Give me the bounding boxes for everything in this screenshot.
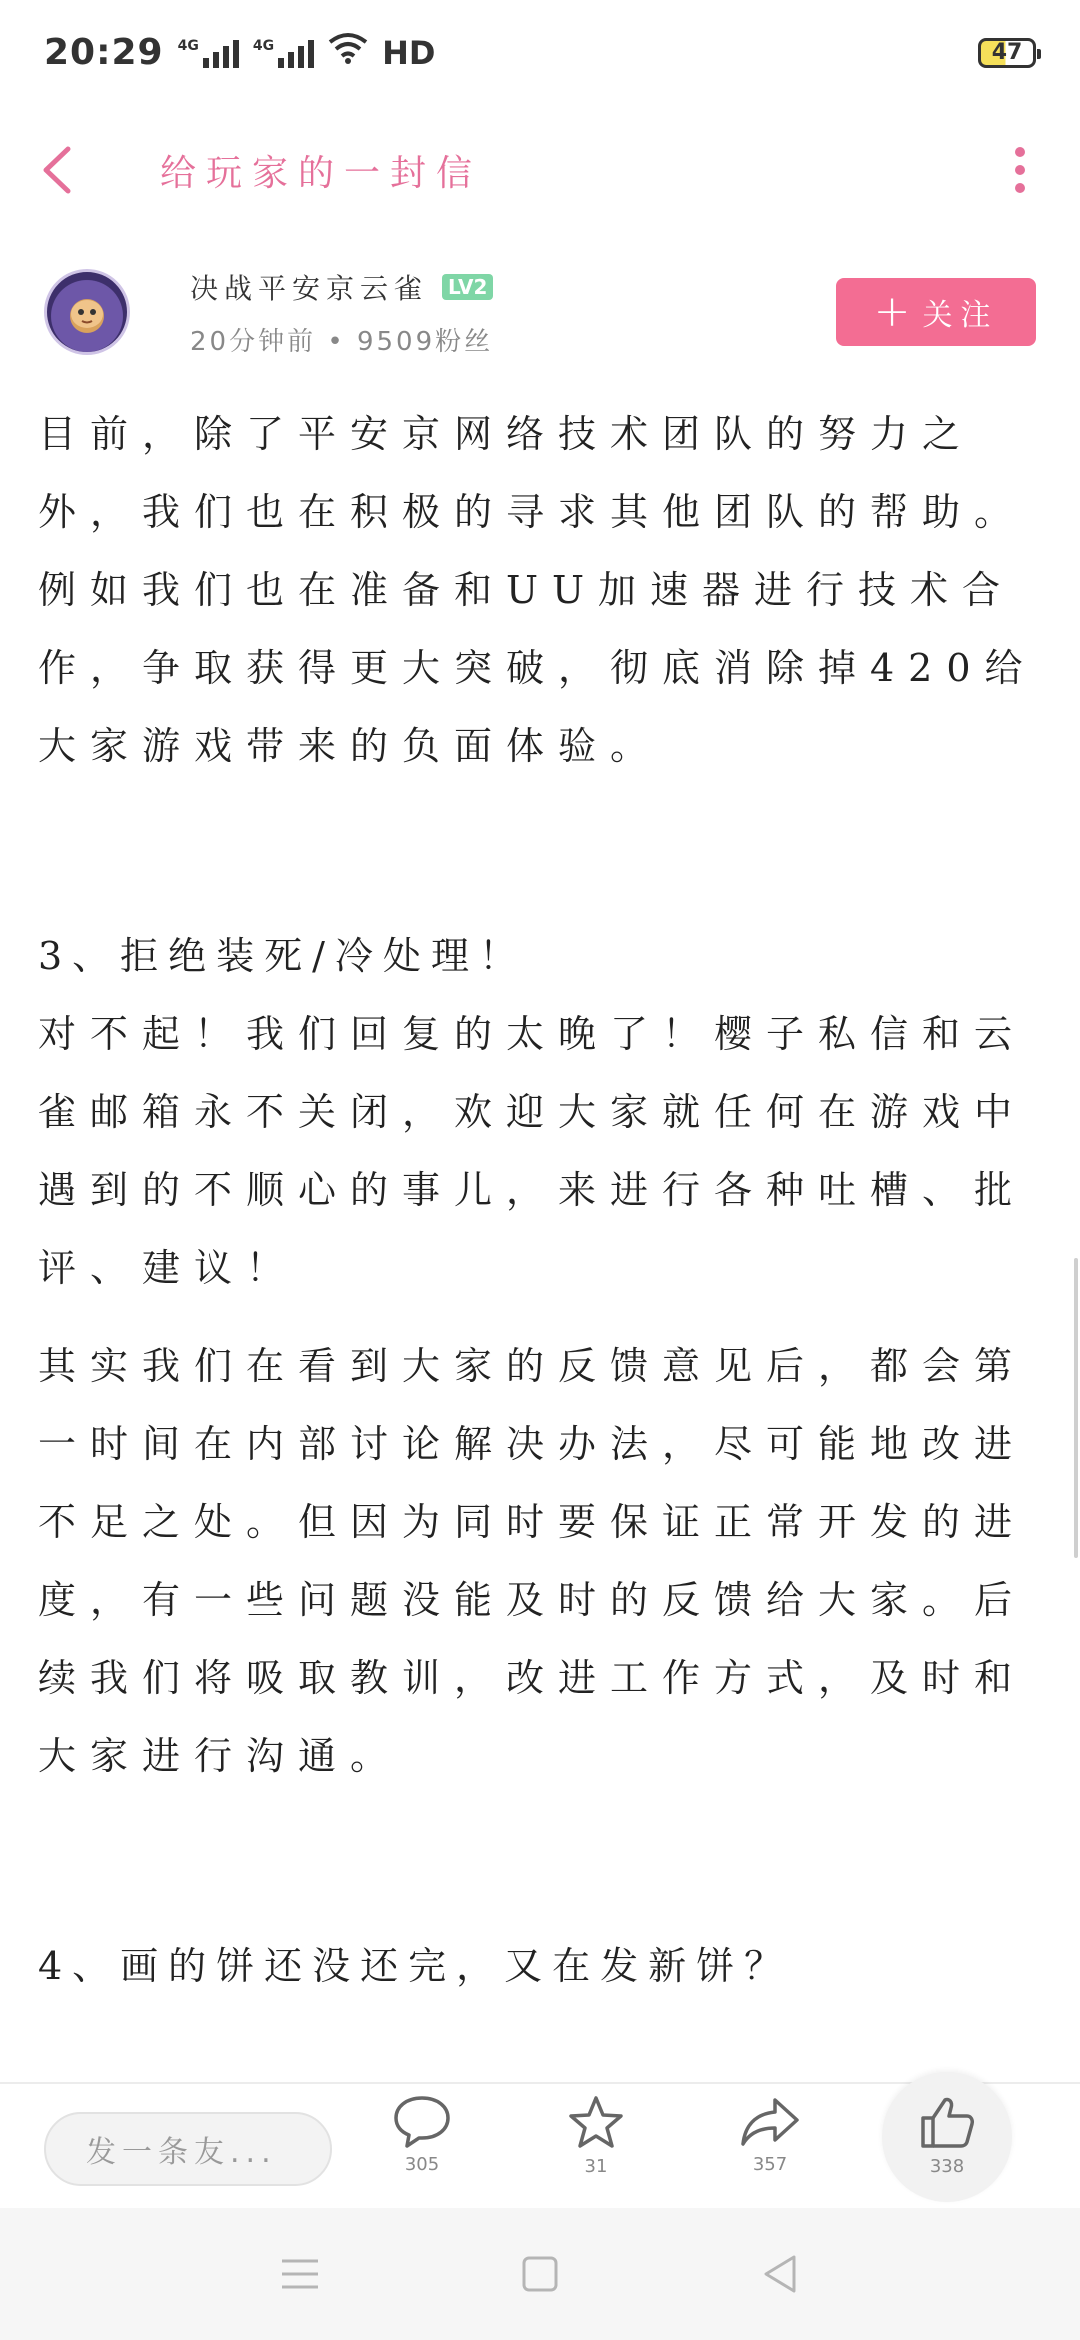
status-bar <box>0 0 1080 105</box>
hd-indicator: HD <box>382 33 436 72</box>
more-dot-icon <box>1015 165 1025 175</box>
spacer <box>38 805 1038 917</box>
home-square-icon <box>521 2255 559 2293</box>
share-button[interactable] <box>710 2094 830 2204</box>
status-left <box>44 32 435 73</box>
avatar[interactable] <box>44 269 130 355</box>
back-button[interactable] <box>40 135 100 205</box>
article-paragraph: 目前，除了平安京网络技术团队的努力之外，我们也在积极的寻求其他团队的帮助。例如我们也在准备和UU加速器进行技术合作，争取获得更大突破，彻底消除掉420给大家游戏带来的负面体验。 <box>38 412 1037 768</box>
comment-count: 305 <box>404 2154 440 2175</box>
signal-icon-2 <box>253 38 314 68</box>
plus-icon: + <box>873 286 911 337</box>
favorite-count: 31 <box>584 2156 608 2177</box>
nav-home-button[interactable] <box>510 2244 570 2304</box>
meta-separator: • <box>327 326 346 357</box>
author-row <box>0 262 1080 362</box>
page-title: 给玩家的一封信 <box>160 152 483 194</box>
battery-icon <box>978 38 1036 68</box>
battery-level: 47 <box>991 40 1023 65</box>
fans-count: 9509粉丝 <box>356 326 494 357</box>
share-count: 357 <box>752 2154 788 2175</box>
back-arrow-icon <box>40 145 74 195</box>
like-count: 338 <box>929 2156 965 2177</box>
system-nav-bar <box>0 2208 1080 2340</box>
status-time: 20:29 <box>44 32 164 73</box>
author-name[interactable]: 决战平安京云雀 <box>190 271 429 305</box>
star-icon <box>566 2094 626 2152</box>
back-triangle-icon <box>762 2253 798 2295</box>
comment-input[interactable] <box>44 2112 332 2186</box>
author-meta <box>190 321 493 358</box>
scrollbar[interactable] <box>1074 1258 1078 1558</box>
favorite-button[interactable] <box>536 2094 656 2204</box>
author-name-line <box>190 267 493 307</box>
article-heading: 3、拒绝装死/冷处理！ <box>38 934 527 978</box>
more-options-button[interactable] <box>1000 147 1040 193</box>
avatar-face-icon <box>62 292 112 332</box>
article-paragraph: 其实我们在看到大家的反馈意见后，都会第一时间在内部讨论解决办法，尽可能地改进不足之处。但因为同时要保证正常开发的进度，有一些问题没能及时的反馈给大家。后续我们将吸取教训，改进工作方式，及时和大家进行沟通。 <box>38 1344 1027 1778</box>
follow-label: 关注 <box>922 298 999 333</box>
nav-menu-button[interactable] <box>270 2244 330 2304</box>
more-dot-icon <box>1015 147 1025 157</box>
comment-placeholder: 发一条友... <box>86 2135 277 2170</box>
share-icon <box>739 2094 801 2150</box>
post-time: 20分钟前 <box>190 326 317 357</box>
signal-icon <box>178 38 239 68</box>
action-bar <box>0 2082 1080 2208</box>
comment-button[interactable] <box>362 2094 482 2204</box>
wifi-icon <box>328 32 368 73</box>
author-info <box>190 267 493 358</box>
article-heading: 4、画的饼还没还完，又在发新饼？ <box>38 1944 793 1988</box>
thumbs-up-icon <box>917 2094 977 2152</box>
network-type-2: 4G <box>252 37 275 54</box>
menu-icon <box>280 2257 320 2291</box>
spacer <box>38 1815 1038 1927</box>
comment-icon <box>392 2094 452 2150</box>
network-type: 4G <box>177 37 199 54</box>
like-button[interactable] <box>887 2094 1007 2204</box>
app-header <box>0 125 1080 215</box>
more-dot-icon <box>1015 183 1025 193</box>
article-body <box>38 395 1038 2005</box>
follow-button[interactable] <box>836 278 1036 346</box>
nav-back-button[interactable] <box>750 2244 810 2304</box>
article-paragraph: 对不起！我们回复的太晚了！樱子私信和云雀邮箱永不关闭，欢迎大家就任何在游戏中遇到的不顺心的事儿，来进行各种吐槽、批评、建议！ <box>38 1012 1027 1290</box>
level-badge: LV2 <box>442 274 493 300</box>
